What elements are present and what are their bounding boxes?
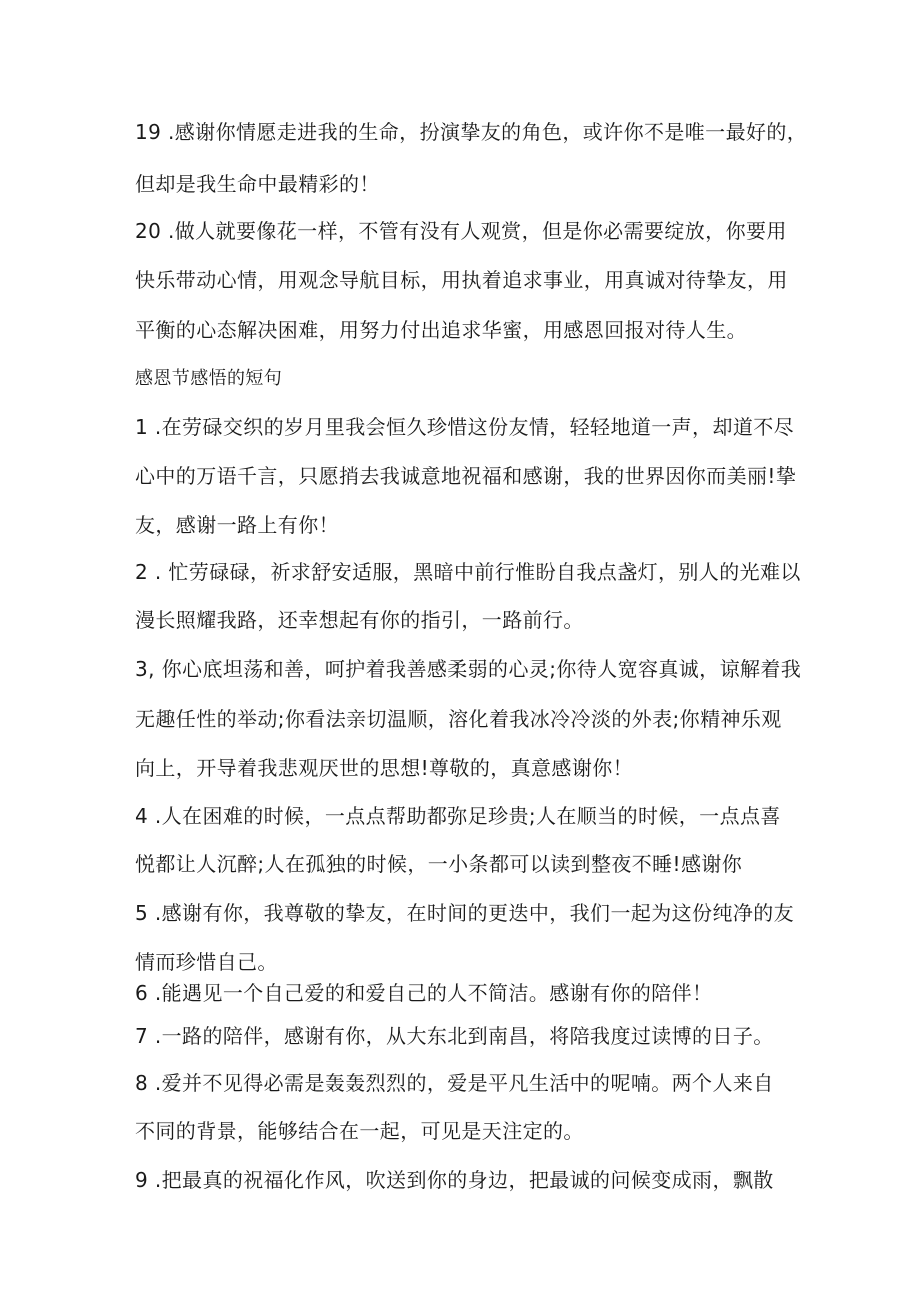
paragraph-1-line-3: 友，感谢一路上有你！ — [135, 513, 339, 537]
paragraph-2-line-1: 2 . 忙劳碌碌，祈求舒安适服，黑暗中前行惟盼自我点盏灯，别人的光难以 — [135, 560, 801, 584]
paragraph-1-line-1: 1 .在劳碌交织的岁月里我会恒久珍惜这份友情，轻轻地道一声，却道不尽 — [135, 415, 795, 439]
paragraph-3-line-2: 无趣任性的举动;你看法亲切温顺，溶化着我冰冷冷淡的外表;你精神乐观 — [135, 707, 782, 731]
paragraph-20-line-2: 快乐带动心情，用观念导航目标，用执着追求事业，用真诚对待挚友，用 — [135, 268, 788, 292]
paragraph-3-line-1: 3, 你心底坦荡和善，呵护着我善感柔弱的心灵;你待人宽容真诚，谅解着我 — [135, 657, 802, 681]
paragraph-5-line-2: 情而珍惜自己。 — [135, 950, 278, 974]
paragraph-4-line-2: 悦都让人沉醉;人在孤独的时候，一小条都可以读到整夜不睡!感谢你 — [135, 852, 743, 876]
paragraph-9-line-1: 9 .把最真的祝福化作风，吹送到你的身边，把最诚的问候变成雨，飘散 — [135, 1168, 774, 1192]
section-heading: 感恩节感悟的短句 — [135, 368, 283, 389]
paragraph-2-line-2: 漫长照耀我路，还幸想起有你的指引，一路前行。 — [135, 608, 584, 632]
paragraph-1-line-2: 心中的万语千言，只愿捎去我诚意地祝福和感谢，我的世界因你而美丽!挚 — [135, 464, 797, 488]
paragraph-20-line-1: 20 .做人就要像花一样，不管有没有人观赏，但是你必需要绽放，你要用 — [135, 219, 787, 243]
paragraph-19-line-2: 但却是我生命中最精彩的！ — [135, 172, 380, 196]
paragraph-7-line-1: 7 .一路的陪伴，感谢有你，从大东北到南昌，将陪我度过读博的日子。 — [135, 1024, 774, 1048]
paragraph-19-line-1: 19 .感谢你情愿走进我的生命，扮演挚友的角色，或许你不是唯一最好的， — [135, 120, 808, 144]
paragraph-8-line-2: 不同的背景，能够结合在一起，可见是天注定的。 — [135, 1119, 584, 1143]
paragraph-3-line-3: 向上，开导着我悲观厌世的思想!尊敬的，真意感谢你！ — [135, 756, 634, 780]
paragraph-5-line-1: 5 .感谢有你，我尊敬的挚友，在时间的更迭中，我们一起为这份纯净的友 — [135, 901, 795, 925]
paragraph-8-line-1: 8 .爱并不见得必需是轰轰烈烈的，爱是平凡生活中的呢喃。两个人来自 — [135, 1071, 774, 1095]
paragraph-6-line-1: 6 .能遇见一个自己爱的和爱自己的人不简洁。感谢有你的陪伴！ — [135, 981, 713, 1005]
paragraph-4-line-1: 4 .人在困难的时候，一点点帮助都弥足珍贵;人在顺当的时候，一点点喜 — [135, 804, 781, 828]
paragraph-20-line-3: 平衡的心态解决困难，用努力付出追求华蜜，用感恩回报对待人生。 — [135, 318, 747, 342]
